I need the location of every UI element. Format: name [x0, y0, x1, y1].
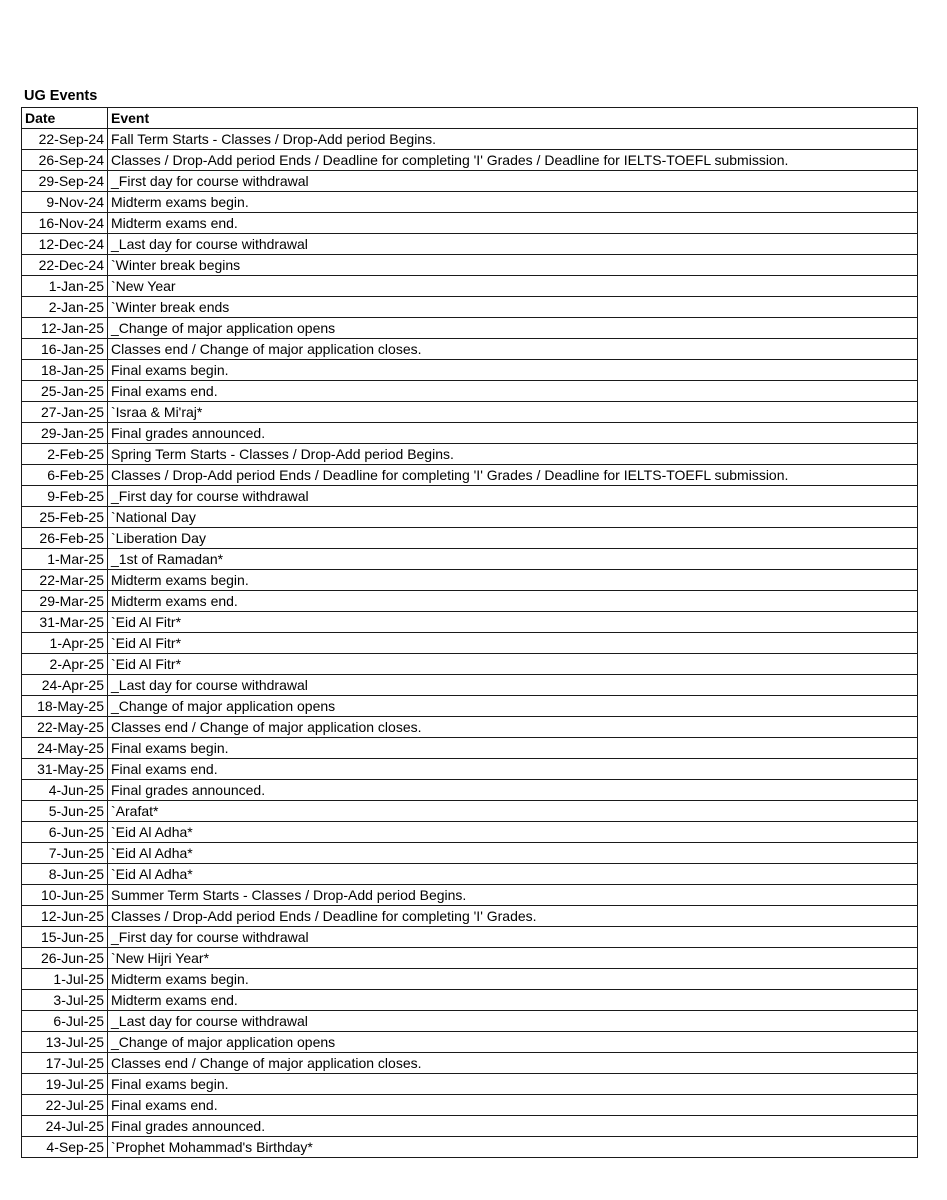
event-cell[interactable]: Final grades announced.	[108, 1116, 918, 1137]
event-cell[interactable]: `Winter break begins	[108, 255, 918, 276]
table-row	[22, 969, 918, 990]
table-row	[22, 696, 918, 717]
event-cell[interactable]: _First day for course withdrawal	[108, 171, 918, 192]
table-row	[22, 1032, 918, 1053]
event-cell[interactable]: `Eid Al Fitr*	[108, 612, 918, 633]
event-cell[interactable]: `New Hijri Year*	[108, 948, 918, 969]
table-row	[22, 1053, 918, 1074]
date-cell[interactable]: 4-Jun-25	[22, 780, 108, 801]
date-cell[interactable]: 6-Feb-25	[22, 465, 108, 486]
table-row	[22, 276, 918, 297]
event-cell[interactable]: Midterm exams end.	[108, 213, 918, 234]
table-row	[22, 675, 918, 696]
table-row	[22, 318, 918, 339]
event-cell[interactable]: _Last day for course withdrawal	[108, 234, 918, 255]
table-row	[22, 990, 918, 1011]
date-cell[interactable]: 12-Jan-25	[22, 318, 108, 339]
date-cell[interactable]: 8-Jun-25	[22, 864, 108, 885]
date-cell[interactable]: 6-Jul-25	[22, 1011, 108, 1032]
column-header-event[interactable]: Event	[108, 108, 918, 129]
date-cell[interactable]: 22-Sep-24	[22, 129, 108, 150]
date-cell[interactable]: 2-Feb-25	[22, 444, 108, 465]
event-cell[interactable]: `Eid Al Fitr*	[108, 654, 918, 675]
date-cell[interactable]: 25-Feb-25	[22, 507, 108, 528]
event-cell[interactable]: _Change of major application opens	[108, 1032, 918, 1053]
date-cell[interactable]: 26-Jun-25	[22, 948, 108, 969]
event-cell[interactable]: _Last day for course withdrawal	[108, 675, 918, 696]
table-row	[22, 633, 918, 654]
event-cell[interactable]: `National Day	[108, 507, 918, 528]
date-cell[interactable]: 16-Nov-24	[22, 213, 108, 234]
table-row	[22, 549, 918, 570]
table-row	[22, 717, 918, 738]
table-row	[22, 927, 918, 948]
table-row	[22, 822, 918, 843]
event-cell[interactable]: `Eid Al Fitr*	[108, 633, 918, 654]
event-cell[interactable]: Final exams begin.	[108, 1074, 918, 1095]
date-cell[interactable]: 9-Feb-25	[22, 486, 108, 507]
table-row	[22, 255, 918, 276]
table-row	[22, 360, 918, 381]
events-table	[21, 107, 918, 1158]
date-cell[interactable]: 16-Jan-25	[22, 339, 108, 360]
date-cell[interactable]: 1-Mar-25	[22, 549, 108, 570]
date-cell[interactable]: 24-Jul-25	[22, 1116, 108, 1137]
date-cell[interactable]: 22-Jul-25	[22, 1095, 108, 1116]
event-cell[interactable]: Midterm exams begin.	[108, 969, 918, 990]
date-cell[interactable]: 31-Mar-25	[22, 612, 108, 633]
date-cell[interactable]: 17-Jul-25	[22, 1053, 108, 1074]
event-cell[interactable]: `Arafat*	[108, 801, 918, 822]
table-row	[22, 423, 918, 444]
date-cell[interactable]: 6-Jun-25	[22, 822, 108, 843]
date-cell[interactable]: 2-Apr-25	[22, 654, 108, 675]
table-row	[22, 654, 918, 675]
table-row	[22, 906, 918, 927]
table-row	[22, 780, 918, 801]
event-cell[interactable]: _First day for course withdrawal	[108, 486, 918, 507]
table-row	[22, 192, 918, 213]
event-cell[interactable]: Midterm exams end.	[108, 591, 918, 612]
table-row	[22, 1137, 918, 1158]
table-row	[22, 843, 918, 864]
event-cell[interactable]: Summer Term Starts - Classes / Drop-Add period Begins.	[108, 885, 918, 906]
date-cell[interactable]: 15-Jun-25	[22, 927, 108, 948]
event-cell[interactable]: Midterm exams end.	[108, 990, 918, 1011]
column-header-date[interactable]: Date	[22, 108, 108, 129]
date-cell[interactable]: 12-Jun-25	[22, 906, 108, 927]
event-cell[interactable]: Final exams begin.	[108, 738, 918, 759]
table-row	[22, 381, 918, 402]
event-cell[interactable]: `Prophet Mohammad's Birthday*	[108, 1137, 918, 1158]
table-row	[22, 570, 918, 591]
date-cell[interactable]: 5-Jun-25	[22, 801, 108, 822]
date-cell[interactable]: 12-Dec-24	[22, 234, 108, 255]
event-cell[interactable]: Spring Term Starts - Classes / Drop-Add period Begins.	[108, 444, 918, 465]
event-cell[interactable]: Final exams end.	[108, 381, 918, 402]
event-cell[interactable]: Final exams end.	[108, 759, 918, 780]
date-cell[interactable]: 29-Sep-24	[22, 171, 108, 192]
event-cell[interactable]: Classes / Drop-Add period Ends / Deadline for completing 'I' Grades / Deadline for IELTS-TOEFL submission.	[108, 150, 918, 171]
event-cell[interactable]: _First day for course withdrawal	[108, 927, 918, 948]
table-row	[22, 171, 918, 192]
event-cell[interactable]: Final grades announced.	[108, 423, 918, 444]
event-cell[interactable]: _Change of major application opens	[108, 696, 918, 717]
date-cell[interactable]: 29-Mar-25	[22, 591, 108, 612]
event-cell[interactable]: _Change of major application opens	[108, 318, 918, 339]
event-cell[interactable]: Final grades announced.	[108, 780, 918, 801]
table-row	[22, 864, 918, 885]
event-cell[interactable]: `Eid Al Adha*	[108, 822, 918, 843]
events-sheet	[21, 86, 917, 1158]
event-cell[interactable]: Classes / Drop-Add period Ends / Deadline for completing 'I' Grades.	[108, 906, 918, 927]
event-cell[interactable]: Midterm exams begin.	[108, 192, 918, 213]
event-cell[interactable]: `Eid Al Adha*	[108, 843, 918, 864]
date-cell[interactable]: 1-Jan-25	[22, 276, 108, 297]
date-cell[interactable]: 24-Apr-25	[22, 675, 108, 696]
date-cell[interactable]: 31-May-25	[22, 759, 108, 780]
table-row	[22, 213, 918, 234]
event-cell[interactable]: Midterm exams begin.	[108, 570, 918, 591]
table-row	[22, 150, 918, 171]
date-cell[interactable]: 18-May-25	[22, 696, 108, 717]
event-cell[interactable]: `Eid Al Adha*	[108, 864, 918, 885]
event-cell[interactable]: Final exams end.	[108, 1095, 918, 1116]
table-row	[22, 885, 918, 906]
table-row	[22, 486, 918, 507]
sheet-title: UG Events	[24, 88, 98, 104]
table-row	[22, 1116, 918, 1137]
table-body	[22, 129, 918, 1158]
date-cell[interactable]: 26-Sep-24	[22, 150, 108, 171]
table-row	[22, 612, 918, 633]
date-cell[interactable]: 1-Jul-25	[22, 969, 108, 990]
table-header-row	[22, 108, 918, 129]
date-cell[interactable]: 29-Jan-25	[22, 423, 108, 444]
date-cell[interactable]: 24-May-25	[22, 738, 108, 759]
event-cell[interactable]: `New Year	[108, 276, 918, 297]
date-cell[interactable]: 3-Jul-25	[22, 990, 108, 1011]
table-row	[22, 1074, 918, 1095]
date-cell[interactable]: 25-Jan-25	[22, 381, 108, 402]
table-row	[22, 129, 918, 150]
date-cell[interactable]: 26-Feb-25	[22, 528, 108, 549]
event-cell[interactable]: Classes end / Change of major application closes.	[108, 339, 918, 360]
table-row	[22, 444, 918, 465]
table-row	[22, 1095, 918, 1116]
event-cell[interactable]: Classes / Drop-Add period Ends / Deadline for completing 'I' Grades / Deadline for IELTS-TOEFL submission.	[108, 465, 918, 486]
event-cell[interactable]: _1st of Ramadan*	[108, 549, 918, 570]
date-cell[interactable]: 22-May-25	[22, 717, 108, 738]
event-cell[interactable]: `Liberation Day	[108, 528, 918, 549]
date-cell[interactable]: 18-Jan-25	[22, 360, 108, 381]
table-row	[22, 297, 918, 318]
table-row	[22, 1011, 918, 1032]
event-cell[interactable]: Fall Term Starts - Classes / Drop-Add period Begins.	[108, 129, 918, 150]
table-row	[22, 948, 918, 969]
event-cell[interactable]: `Israa & Mi'raj*	[108, 402, 918, 423]
event-cell[interactable]: `Winter break ends	[108, 297, 918, 318]
date-cell[interactable]: 2-Jan-25	[22, 297, 108, 318]
table-row	[22, 591, 918, 612]
table-row	[22, 507, 918, 528]
event-cell[interactable]: Classes end / Change of major application closes.	[108, 1053, 918, 1074]
date-cell[interactable]: 7-Jun-25	[22, 843, 108, 864]
table-row	[22, 801, 918, 822]
event-cell[interactable]: Classes end / Change of major application closes.	[108, 717, 918, 738]
date-cell[interactable]: 1-Apr-25	[22, 633, 108, 654]
table-row	[22, 234, 918, 255]
event-cell[interactable]: Final exams begin.	[108, 360, 918, 381]
date-cell[interactable]: 19-Jul-25	[22, 1074, 108, 1095]
table-row	[22, 402, 918, 423]
table-row	[22, 528, 918, 549]
date-cell[interactable]: 9-Nov-24	[22, 192, 108, 213]
date-cell[interactable]: 27-Jan-25	[22, 402, 108, 423]
date-cell[interactable]: 10-Jun-25	[22, 885, 108, 906]
table-row	[22, 759, 918, 780]
table-row	[22, 465, 918, 486]
table-row	[22, 339, 918, 360]
date-cell[interactable]: 22-Mar-25	[22, 570, 108, 591]
table-row	[22, 738, 918, 759]
date-cell[interactable]: 22-Dec-24	[22, 255, 108, 276]
date-cell[interactable]: 4-Sep-25	[22, 1137, 108, 1158]
date-cell[interactable]: 13-Jul-25	[22, 1032, 108, 1053]
event-cell[interactable]: _Last day for course withdrawal	[108, 1011, 918, 1032]
